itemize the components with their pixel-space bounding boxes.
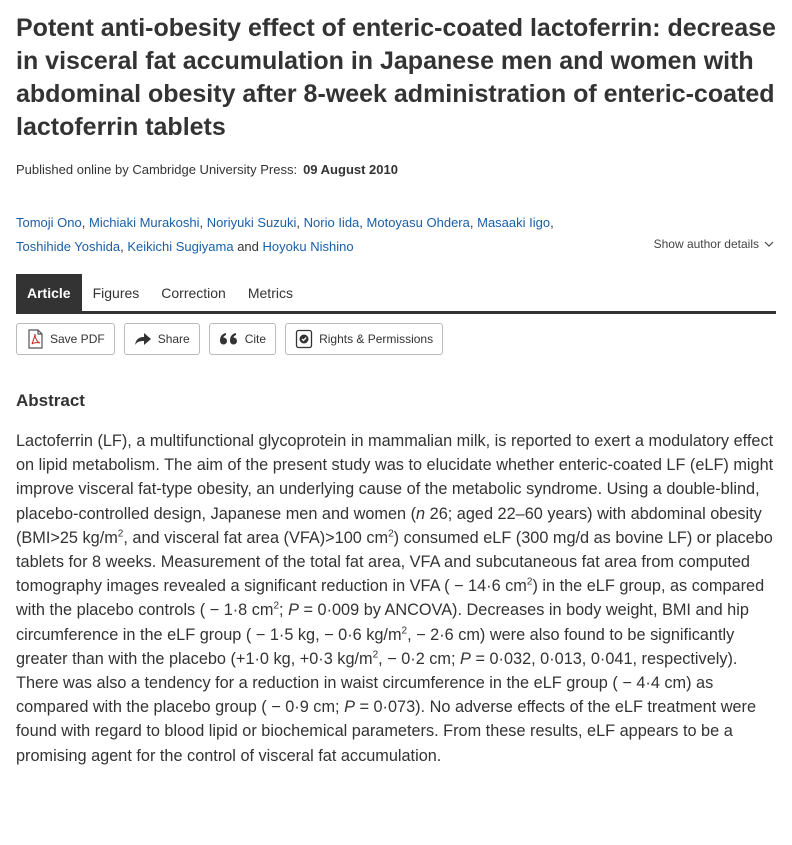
tab-metrics[interactable]: Metrics [247, 284, 293, 301]
abstract-text-segment: = 0·009 by ANCOVA). Decreases in body weight, BMI and hip circumference in the eLF group ( − 1·5 kg, − 0·6 kg/m [16, 601, 749, 644]
article-title: Potent anti-obesity effect of enteric-coated lactoferrin: decrease in visceral fat accumulation in Japanese men and women with abdominal obesity after 8-week administration of enteric-coated lactoferrin tablets [16, 14, 776, 141]
save-pdf-button[interactable] [16, 323, 115, 355]
abstract-text-segment: ; [279, 601, 289, 620]
abstract-italic-n: n [416, 504, 426, 523]
abstract-text-segment: , and visceral fat area (VFA)>100 cm [123, 528, 389, 547]
cite-button[interactable] [209, 323, 276, 355]
abstract-heading: Abstract [16, 391, 85, 410]
show-author-details-label: Show author details [653, 237, 759, 251]
author-link[interactable]: Norio Iida [303, 215, 360, 230]
abstract-text-segment: , − 2·6 cm) were also found to be significantly greater than with the placebo (+1·0 kg, +0·3 kg/m [16, 625, 735, 668]
superscript: 2 [117, 528, 124, 540]
abstract-text-segment: = 0·032, 0·013, 0·041, respectively). There was also a tendency for a reduction in waist circumference in the eLF group ( − 4·4 cm) as compared with the placebo group ( − 0·9 cm; [16, 649, 738, 717]
article-tabs [16, 274, 776, 314]
abstract-italic-p: P [288, 601, 299, 620]
rights-badge-icon [295, 329, 313, 349]
cite-label: Cite [244, 332, 267, 346]
superscript: 2 [372, 649, 379, 661]
author-separator: , [359, 215, 363, 230]
article-actions [16, 323, 443, 355]
rights-permissions-label: Rights & Permissions [319, 332, 434, 346]
author-link[interactable]: Motoyasu Ohdera [366, 215, 470, 230]
abstract-text-segment: Lactoferrin (LF), a multifunctional glycoprotein in mammalian milk, is reported to exert a modulatory effect on lipid metabolism. The aim of the present study was to elucidate whether enteric-coated LF (eLF) might improve visceral fat-type obesity, an underlying cause of the metabolic syndrome. Using a double-blind, placebo-controlled design, Japanese men and women ( [16, 432, 774, 523]
quote-icon [219, 332, 239, 346]
author-separator: , [81, 215, 86, 230]
author-link[interactable]: Masaaki Iigo [477, 215, 551, 230]
publication-info [16, 162, 398, 177]
superscript: 2 [273, 601, 280, 612]
abstract-text [16, 429, 780, 768]
author-link[interactable]: Noriyuki Suzuki [206, 215, 297, 230]
superscript: 2 [401, 625, 408, 637]
abstract-text-segment: 26; aged 22–60 years) with abdominal obesity (BMI>25 kg/m [16, 504, 762, 547]
abstract-text-segment: = 0·073). No adverse effects of the eLF treatment were found with regard to blood lipid or biochemical parameters. From these results, eLF appears to be a promising agent for the control of visceral fat accumulation. [16, 698, 756, 765]
author-link[interactable]: Michiaki Murakoshi [89, 215, 200, 230]
author-link[interactable]: Tomoji Ono [16, 215, 82, 230]
published-label: Published online by Cambridge University Press: [16, 162, 298, 177]
superscript: 2 [526, 576, 533, 588]
save-pdf-label: Save PDF [50, 332, 105, 346]
abstract-italic-p: P [344, 698, 355, 717]
author-separator: , [550, 215, 554, 230]
rights-permissions-button[interactable] [285, 323, 443, 355]
share-arrow-icon [134, 332, 152, 346]
share-label: Share [157, 332, 190, 346]
share-button[interactable] [124, 323, 200, 355]
author-and: and [237, 239, 259, 254]
author-separator: , [199, 215, 204, 230]
author-link[interactable]: Keikichi Sugiyama [127, 239, 234, 254]
abstract-text-segment: ) consumed eLF (300 mg/d as bovine LF) or placebo tablets for 8 weeks. Measurement of the total fat area, VFA and subcutaneous fat area from computed tomography images revealed a significant reduction in VFA ( − 14·6 cm [16, 528, 773, 596]
chevron-down-icon [764, 239, 774, 249]
published-date: 09 August 2010 [303, 162, 398, 177]
author-link[interactable]: Toshihide Yoshida [16, 239, 121, 254]
author-link[interactable]: Hoyoku Nishino [262, 239, 354, 254]
tab-correction[interactable]: Correction [161, 284, 226, 301]
author-list [16, 211, 636, 259]
author-separator: , [469, 215, 474, 230]
author-separator: , [120, 239, 124, 254]
abstract-text-segment: , − 0·2 cm; [378, 649, 461, 668]
tab-figures[interactable]: Figures [92, 284, 140, 301]
abstract-italic-p: P [460, 649, 471, 668]
author-separator: , [296, 215, 301, 230]
pdf-file-icon [26, 329, 44, 349]
superscript: 2 [388, 528, 394, 540]
show-author-details-button[interactable] [654, 237, 774, 251]
tab-article[interactable]: Article [16, 274, 82, 311]
abstract-text-segment: ) in the eLF group, as compared with the placebo controls ( − 1·8 cm [16, 577, 765, 620]
